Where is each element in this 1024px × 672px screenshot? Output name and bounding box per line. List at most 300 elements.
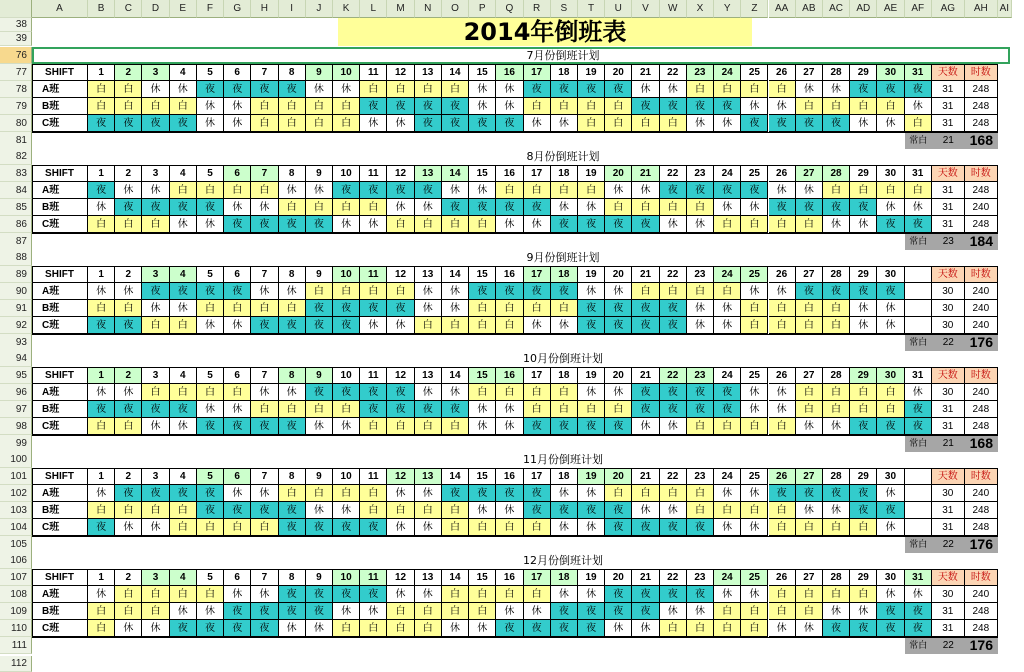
crew-hours[interactable]: 240: [965, 199, 998, 216]
hours-header[interactable]: 时数: [965, 64, 998, 81]
column-header-x[interactable]: X: [687, 0, 714, 18]
row-header-109[interactable]: 109: [0, 603, 32, 620]
sheet-title[interactable]: 2014年倒班表: [338, 18, 752, 46]
day-header[interactable]: 22: [660, 468, 687, 485]
day-header[interactable]: 1: [88, 266, 115, 283]
crew-hours[interactable]: 248: [965, 620, 998, 637]
column-header-z[interactable]: Z: [741, 0, 768, 18]
crew-hours[interactable]: 240: [965, 300, 998, 317]
shift-cell[interactable]: 白: [251, 98, 278, 115]
shift-cell[interactable]: 休: [88, 384, 115, 401]
shift-cell[interactable]: 休: [741, 485, 768, 502]
shift-cell[interactable]: 白: [387, 216, 414, 233]
day-header[interactable]: 10: [333, 165, 360, 182]
shift-cell[interactable]: 夜: [251, 317, 278, 334]
shift-cell[interactable]: 白: [360, 502, 387, 519]
shift-cell[interactable]: 休: [823, 216, 850, 233]
shift-cell[interactable]: 白: [333, 485, 360, 502]
shift-cell[interactable]: 夜: [415, 98, 442, 115]
column-header-l[interactable]: L: [360, 0, 387, 18]
shift-cell[interactable]: 休: [687, 603, 714, 620]
shift-cell[interactable]: 夜: [524, 502, 551, 519]
shift-cell[interactable]: 夜: [905, 603, 932, 620]
shift-cell[interactable]: 夜: [687, 586, 714, 603]
shift-cell[interactable]: 夜: [605, 502, 632, 519]
shift-cell[interactable]: 白: [88, 418, 115, 435]
day-header[interactable]: 16: [496, 367, 523, 384]
shift-cell[interactable]: 休: [877, 115, 904, 132]
day-header[interactable]: 5: [197, 367, 224, 384]
day-header[interactable]: 24: [714, 569, 741, 586]
crew-days[interactable]: 31: [932, 98, 965, 115]
day-header[interactable]: 26: [769, 64, 796, 81]
day-header[interactable]: 30: [877, 165, 904, 182]
days-header[interactable]: 天数: [932, 367, 965, 384]
shift-cell[interactable]: 白: [578, 182, 605, 199]
day-header[interactable]: 4: [170, 569, 197, 586]
shift-cell[interactable]: 夜: [850, 199, 877, 216]
shift-cell[interactable]: 白: [823, 98, 850, 115]
shift-cell[interactable]: 夜: [251, 216, 278, 233]
shift-cell[interactable]: 休: [769, 283, 796, 300]
shift-cell[interactable]: 白: [524, 401, 551, 418]
day-header[interactable]: 26: [769, 367, 796, 384]
crew-days[interactable]: 31: [932, 216, 965, 233]
shift-cell[interactable]: 夜: [142, 115, 169, 132]
shift-cell[interactable]: 休: [224, 317, 251, 334]
shift-cell[interactable]: 白: [279, 300, 306, 317]
shift-cell[interactable]: 白: [714, 283, 741, 300]
shift-cell[interactable]: 白: [796, 401, 823, 418]
day-header[interactable]: 9: [306, 266, 333, 283]
crew-days[interactable]: 31: [932, 620, 965, 637]
day-header[interactable]: 30: [877, 266, 904, 283]
shift-cell[interactable]: 白: [333, 283, 360, 300]
shift-cell[interactable]: 夜: [660, 384, 687, 401]
day-header[interactable]: 3: [142, 165, 169, 182]
shift-cell[interactable]: 夜: [142, 401, 169, 418]
shift-cell[interactable]: 休: [605, 620, 632, 637]
day-header[interactable]: 15: [469, 266, 496, 283]
day-header[interactable]: 8: [279, 569, 306, 586]
crew-label[interactable]: A班: [32, 384, 88, 401]
shift-cell[interactable]: 白: [578, 115, 605, 132]
shift-cell[interactable]: 夜: [877, 502, 904, 519]
crew-label[interactable]: B班: [32, 98, 88, 115]
shift-cell[interactable]: 夜: [714, 384, 741, 401]
empty-cell[interactable]: [905, 485, 932, 502]
shift-cell[interactable]: 白: [796, 384, 823, 401]
shift-cell[interactable]: 白: [279, 485, 306, 502]
shift-cell[interactable]: 休: [333, 603, 360, 620]
column-header-f[interactable]: F: [197, 0, 224, 18]
shift-cell[interactable]: 休: [850, 603, 877, 620]
day-header[interactable]: 29: [850, 367, 877, 384]
row-header-92[interactable]: 92: [0, 317, 32, 334]
shift-cell[interactable]: 白: [850, 586, 877, 603]
shift-cell[interactable]: 休: [306, 81, 333, 98]
shift-cell[interactable]: 白: [170, 182, 197, 199]
row-header-81[interactable]: 81: [0, 132, 32, 149]
shift-cell[interactable]: 休: [442, 300, 469, 317]
day-header[interactable]: 23: [687, 367, 714, 384]
shift-cell[interactable]: 夜: [905, 418, 932, 435]
shift-cell[interactable]: 休: [387, 586, 414, 603]
shift-cell[interactable]: 夜: [360, 182, 387, 199]
day-header[interactable]: 7: [251, 468, 278, 485]
shift-cell[interactable]: 白: [442, 519, 469, 536]
shift-cell[interactable]: 休: [578, 519, 605, 536]
shift-cell[interactable]: 白: [796, 519, 823, 536]
shift-cell[interactable]: 夜: [496, 283, 523, 300]
shift-cell[interactable]: 休: [306, 182, 333, 199]
shift-cell[interactable]: 白: [823, 519, 850, 536]
shift-cell[interactable]: 休: [714, 199, 741, 216]
shift-cell[interactable]: 休: [496, 216, 523, 233]
day-header[interactable]: 18: [551, 468, 578, 485]
day-header[interactable]: 21: [632, 266, 659, 283]
crew-days[interactable]: 30: [932, 283, 965, 300]
shift-cell[interactable]: 白: [415, 603, 442, 620]
shift-cell[interactable]: 白: [796, 603, 823, 620]
day-header[interactable]: 19: [578, 266, 605, 283]
shift-cell[interactable]: 夜: [578, 620, 605, 637]
shift-cell[interactable]: 休: [197, 401, 224, 418]
day-header[interactable]: 17: [524, 367, 551, 384]
shift-cell[interactable]: 夜: [197, 199, 224, 216]
day-header[interactable]: 13: [415, 165, 442, 182]
shift-cell[interactable]: 休: [687, 216, 714, 233]
summary-label[interactable]: 常白: [905, 233, 932, 250]
shift-cell[interactable]: 夜: [170, 199, 197, 216]
shift-cell[interactable]: 休: [796, 502, 823, 519]
shift-cell[interactable]: 夜: [741, 115, 768, 132]
shift-cell[interactable]: 夜: [578, 317, 605, 334]
shift-cell[interactable]: 休: [605, 384, 632, 401]
shift-cell[interactable]: 休: [360, 216, 387, 233]
day-header[interactable]: 15: [469, 468, 496, 485]
shift-cell[interactable]: 夜: [442, 401, 469, 418]
shift-cell[interactable]: 夜: [578, 418, 605, 435]
shift-cell[interactable]: 夜: [769, 199, 796, 216]
shift-cell[interactable]: 休: [877, 586, 904, 603]
shift-cell[interactable]: 夜: [823, 199, 850, 216]
day-header[interactable]: 17: [524, 468, 551, 485]
day-header[interactable]: 8: [279, 367, 306, 384]
day-header[interactable]: 30: [877, 64, 904, 81]
shift-cell[interactable]: 白: [632, 115, 659, 132]
shift-cell[interactable]: 休: [605, 283, 632, 300]
shift-cell[interactable]: 休: [88, 199, 115, 216]
shift-cell[interactable]: 夜: [170, 115, 197, 132]
shift-cell[interactable]: 白: [251, 115, 278, 132]
crew-days[interactable]: 30: [932, 300, 965, 317]
shift-cell[interactable]: 休: [415, 586, 442, 603]
row-header-84[interactable]: 84: [0, 182, 32, 199]
shift-cell[interactable]: 夜: [333, 300, 360, 317]
day-header[interactable]: 10: [333, 367, 360, 384]
day-header[interactable]: 5: [197, 165, 224, 182]
shift-cell[interactable]: 夜: [632, 586, 659, 603]
shift-cell[interactable]: 白: [524, 586, 551, 603]
crew-label[interactable]: C班: [32, 317, 88, 334]
day-header[interactable]: 10: [333, 468, 360, 485]
crew-label[interactable]: A班: [32, 283, 88, 300]
shift-cell[interactable]: 休: [170, 300, 197, 317]
shift-cell[interactable]: 休: [877, 317, 904, 334]
shift-cell[interactable]: 夜: [115, 485, 142, 502]
row-header-99[interactable]: 99: [0, 435, 32, 452]
day-header[interactable]: 21: [632, 367, 659, 384]
shift-cell[interactable]: 夜: [578, 603, 605, 620]
shift-cell[interactable]: 夜: [415, 182, 442, 199]
shift-cell[interactable]: 白: [524, 182, 551, 199]
shift-cell[interactable]: 白: [88, 216, 115, 233]
day-header[interactable]: 14: [442, 64, 469, 81]
shift-cell[interactable]: 夜: [632, 384, 659, 401]
shift-cell[interactable]: 夜: [823, 620, 850, 637]
shift-cell[interactable]: 夜: [387, 98, 414, 115]
shift-cell[interactable]: 休: [415, 384, 442, 401]
shift-cell[interactable]: 休: [360, 115, 387, 132]
day-header[interactable]: 18: [551, 569, 578, 586]
crew-days[interactable]: 31: [932, 519, 965, 536]
shift-cell[interactable]: 休: [632, 81, 659, 98]
day-header[interactable]: 22: [660, 266, 687, 283]
row-header-90[interactable]: 90: [0, 283, 32, 300]
crew-days[interactable]: 31: [932, 401, 965, 418]
day-header[interactable]: 26: [769, 266, 796, 283]
shift-cell[interactable]: 夜: [687, 98, 714, 115]
shift-cell[interactable]: 夜: [279, 418, 306, 435]
row-header-80[interactable]: 80: [0, 115, 32, 132]
column-header-c[interactable]: C: [115, 0, 142, 18]
shift-cell[interactable]: 夜: [905, 81, 932, 98]
shift-cell[interactable]: 白: [823, 182, 850, 199]
day-header[interactable]: 22: [660, 569, 687, 586]
shift-cell[interactable]: 休: [469, 620, 496, 637]
shift-cell[interactable]: 夜: [877, 418, 904, 435]
crew-label[interactable]: A班: [32, 586, 88, 603]
day-header[interactable]: 27: [796, 165, 823, 182]
day-header[interactable]: 2: [115, 266, 142, 283]
row-header-101[interactable]: 101: [0, 468, 32, 485]
summary-hours[interactable]: 176: [965, 536, 998, 553]
shift-cell[interactable]: 白: [88, 98, 115, 115]
day-header[interactable]: 19: [578, 367, 605, 384]
shift-cell[interactable]: 白: [142, 317, 169, 334]
shift-cell[interactable]: 夜: [605, 603, 632, 620]
shift-cell[interactable]: 休: [796, 182, 823, 199]
shift-cell[interactable]: 白: [142, 502, 169, 519]
shift-cell[interactable]: 白: [306, 199, 333, 216]
shift-cell[interactable]: 白: [524, 519, 551, 536]
shift-cell[interactable]: 白: [170, 586, 197, 603]
day-header[interactable]: 8: [279, 165, 306, 182]
day-header[interactable]: 12: [387, 367, 414, 384]
shift-cell[interactable]: 白: [469, 216, 496, 233]
shift-cell[interactable]: 白: [578, 98, 605, 115]
shift-cell[interactable]: 白: [632, 199, 659, 216]
crew-days[interactable]: 31: [932, 502, 965, 519]
day-header[interactable]: 2: [115, 367, 142, 384]
shift-cell[interactable]: 夜: [333, 519, 360, 536]
column-header-o[interactable]: O: [442, 0, 469, 18]
shift-cell[interactable]: 白: [796, 586, 823, 603]
shift-cell[interactable]: 白: [469, 519, 496, 536]
day-header[interactable]: 11: [360, 64, 387, 81]
day-header[interactable]: 8: [279, 64, 306, 81]
day-header[interactable]: 1: [88, 367, 115, 384]
shift-cell[interactable]: 夜: [88, 519, 115, 536]
day-header[interactable]: 2: [115, 468, 142, 485]
day-header[interactable]: 1: [88, 64, 115, 81]
summary-hours[interactable]: 176: [965, 637, 998, 654]
day-header[interactable]: 8: [279, 266, 306, 283]
shift-cell[interactable]: 夜: [251, 620, 278, 637]
shift-cell[interactable]: 休: [415, 519, 442, 536]
shift-cell[interactable]: 白: [850, 182, 877, 199]
shift-cell[interactable]: 夜: [632, 519, 659, 536]
shift-cell[interactable]: 白: [224, 182, 251, 199]
shift-cell[interactable]: 夜: [877, 603, 904, 620]
shift-cell[interactable]: 夜: [524, 418, 551, 435]
day-header[interactable]: 3: [142, 468, 169, 485]
shift-cell[interactable]: 休: [905, 98, 932, 115]
summary-label[interactable]: 常白: [905, 637, 932, 654]
column-header-j[interactable]: J: [306, 0, 333, 18]
row-header-86[interactable]: 86: [0, 216, 32, 233]
column-header-ad[interactable]: AD: [850, 0, 877, 18]
shift-cell[interactable]: 夜: [333, 384, 360, 401]
crew-hours[interactable]: 248: [965, 519, 998, 536]
shift-cell[interactable]: 休: [769, 384, 796, 401]
shift-cell[interactable]: 白: [333, 620, 360, 637]
shift-cell[interactable]: 白: [387, 418, 414, 435]
shift-cell[interactable]: 夜: [251, 418, 278, 435]
column-header-e[interactable]: E: [170, 0, 197, 18]
day-header[interactable]: 6: [224, 569, 251, 586]
shift-cell[interactable]: 白: [714, 502, 741, 519]
shift-cell[interactable]: 休: [197, 216, 224, 233]
row-header-102[interactable]: 102: [0, 485, 32, 502]
crew-label[interactable]: A班: [32, 182, 88, 199]
shift-cell[interactable]: 白: [115, 586, 142, 603]
day-header[interactable]: 14: [442, 468, 469, 485]
day-header[interactable]: 18: [551, 64, 578, 81]
shift-cell[interactable]: 休: [224, 401, 251, 418]
day-header[interactable]: 13: [415, 367, 442, 384]
day-header[interactable]: 18: [551, 367, 578, 384]
shift-cell[interactable]: 白: [442, 502, 469, 519]
summary-days[interactable]: 23: [932, 233, 965, 250]
shift-cell[interactable]: 白: [605, 199, 632, 216]
shift-cell[interactable]: 夜: [524, 283, 551, 300]
shift-cell[interactable]: 夜: [796, 485, 823, 502]
shift-cell[interactable]: 休: [88, 586, 115, 603]
shift-cell[interactable]: 休: [115, 519, 142, 536]
shift-cell[interactable]: 白: [714, 620, 741, 637]
day-header[interactable]: 19: [578, 569, 605, 586]
shift-cell[interactable]: 休: [769, 98, 796, 115]
column-header-ag[interactable]: AG: [932, 0, 965, 18]
shift-cell[interactable]: 休: [741, 283, 768, 300]
day-header[interactable]: 19: [578, 468, 605, 485]
day-header[interactable]: 12: [387, 569, 414, 586]
day-header[interactable]: 22: [660, 367, 687, 384]
shift-cell[interactable]: 夜: [796, 199, 823, 216]
shift-cell[interactable]: 休: [496, 401, 523, 418]
shift-cell[interactable]: 白: [197, 182, 224, 199]
shift-cell[interactable]: 夜: [769, 485, 796, 502]
shift-cell[interactable]: 夜: [877, 620, 904, 637]
day-header[interactable]: 12: [387, 64, 414, 81]
shift-cell[interactable]: 夜: [306, 519, 333, 536]
corner-cell[interactable]: [0, 0, 32, 18]
shift-cell[interactable]: 夜: [905, 401, 932, 418]
shift-cell[interactable]: 白: [88, 300, 115, 317]
shift-cell[interactable]: 休: [279, 620, 306, 637]
shift-cell[interactable]: 休: [415, 199, 442, 216]
shift-cell[interactable]: 白: [306, 115, 333, 132]
shift-cell[interactable]: 休: [496, 502, 523, 519]
shift-cell[interactable]: 夜: [197, 620, 224, 637]
day-header[interactable]: 9: [306, 569, 333, 586]
shift-cell[interactable]: 夜: [224, 603, 251, 620]
day-header[interactable]: 26: [769, 468, 796, 485]
shift-cell[interactable]: 夜: [823, 485, 850, 502]
row-header-107[interactable]: 107: [0, 569, 32, 586]
shift-cell[interactable]: 白: [769, 418, 796, 435]
day-header[interactable]: 4: [170, 165, 197, 182]
shift-header[interactable]: SHIFT: [32, 367, 88, 384]
shift-cell[interactable]: 夜: [279, 216, 306, 233]
shift-cell[interactable]: 休: [197, 603, 224, 620]
crew-hours[interactable]: 248: [965, 182, 998, 199]
shift-cell[interactable]: 休: [306, 620, 333, 637]
shift-cell[interactable]: 休: [333, 216, 360, 233]
column-header-b[interactable]: B: [88, 0, 115, 18]
day-header[interactable]: 14: [442, 569, 469, 586]
row-header-103[interactable]: 103: [0, 502, 32, 519]
shift-cell[interactable]: 休: [551, 317, 578, 334]
shift-cell[interactable]: 白: [605, 401, 632, 418]
shift-cell[interactable]: 白: [769, 586, 796, 603]
shift-cell[interactable]: 白: [551, 300, 578, 317]
shift-cell[interactable]: 夜: [469, 199, 496, 216]
day-header[interactable]: 26: [769, 569, 796, 586]
shift-cell[interactable]: 夜: [306, 603, 333, 620]
shift-cell[interactable]: 夜: [660, 401, 687, 418]
shift-cell[interactable]: 夜: [524, 620, 551, 637]
column-header-g[interactable]: G: [224, 0, 251, 18]
shift-cell[interactable]: 白: [741, 603, 768, 620]
shift-cell[interactable]: 夜: [551, 620, 578, 637]
day-header[interactable]: 23: [687, 266, 714, 283]
summary-hours[interactable]: 168: [965, 435, 998, 452]
shift-cell[interactable]: 白: [142, 98, 169, 115]
day-header[interactable]: 18: [551, 266, 578, 283]
day-header[interactable]: 19: [578, 64, 605, 81]
shift-cell[interactable]: 夜: [88, 317, 115, 334]
day-header[interactable]: 6: [224, 64, 251, 81]
day-header[interactable]: 16: [496, 266, 523, 283]
crew-hours[interactable]: 240: [965, 384, 998, 401]
day-header[interactable]: 6: [224, 367, 251, 384]
crew-hours[interactable]: 248: [965, 401, 998, 418]
shift-cell[interactable]: 夜: [469, 283, 496, 300]
shift-cell[interactable]: 夜: [306, 317, 333, 334]
